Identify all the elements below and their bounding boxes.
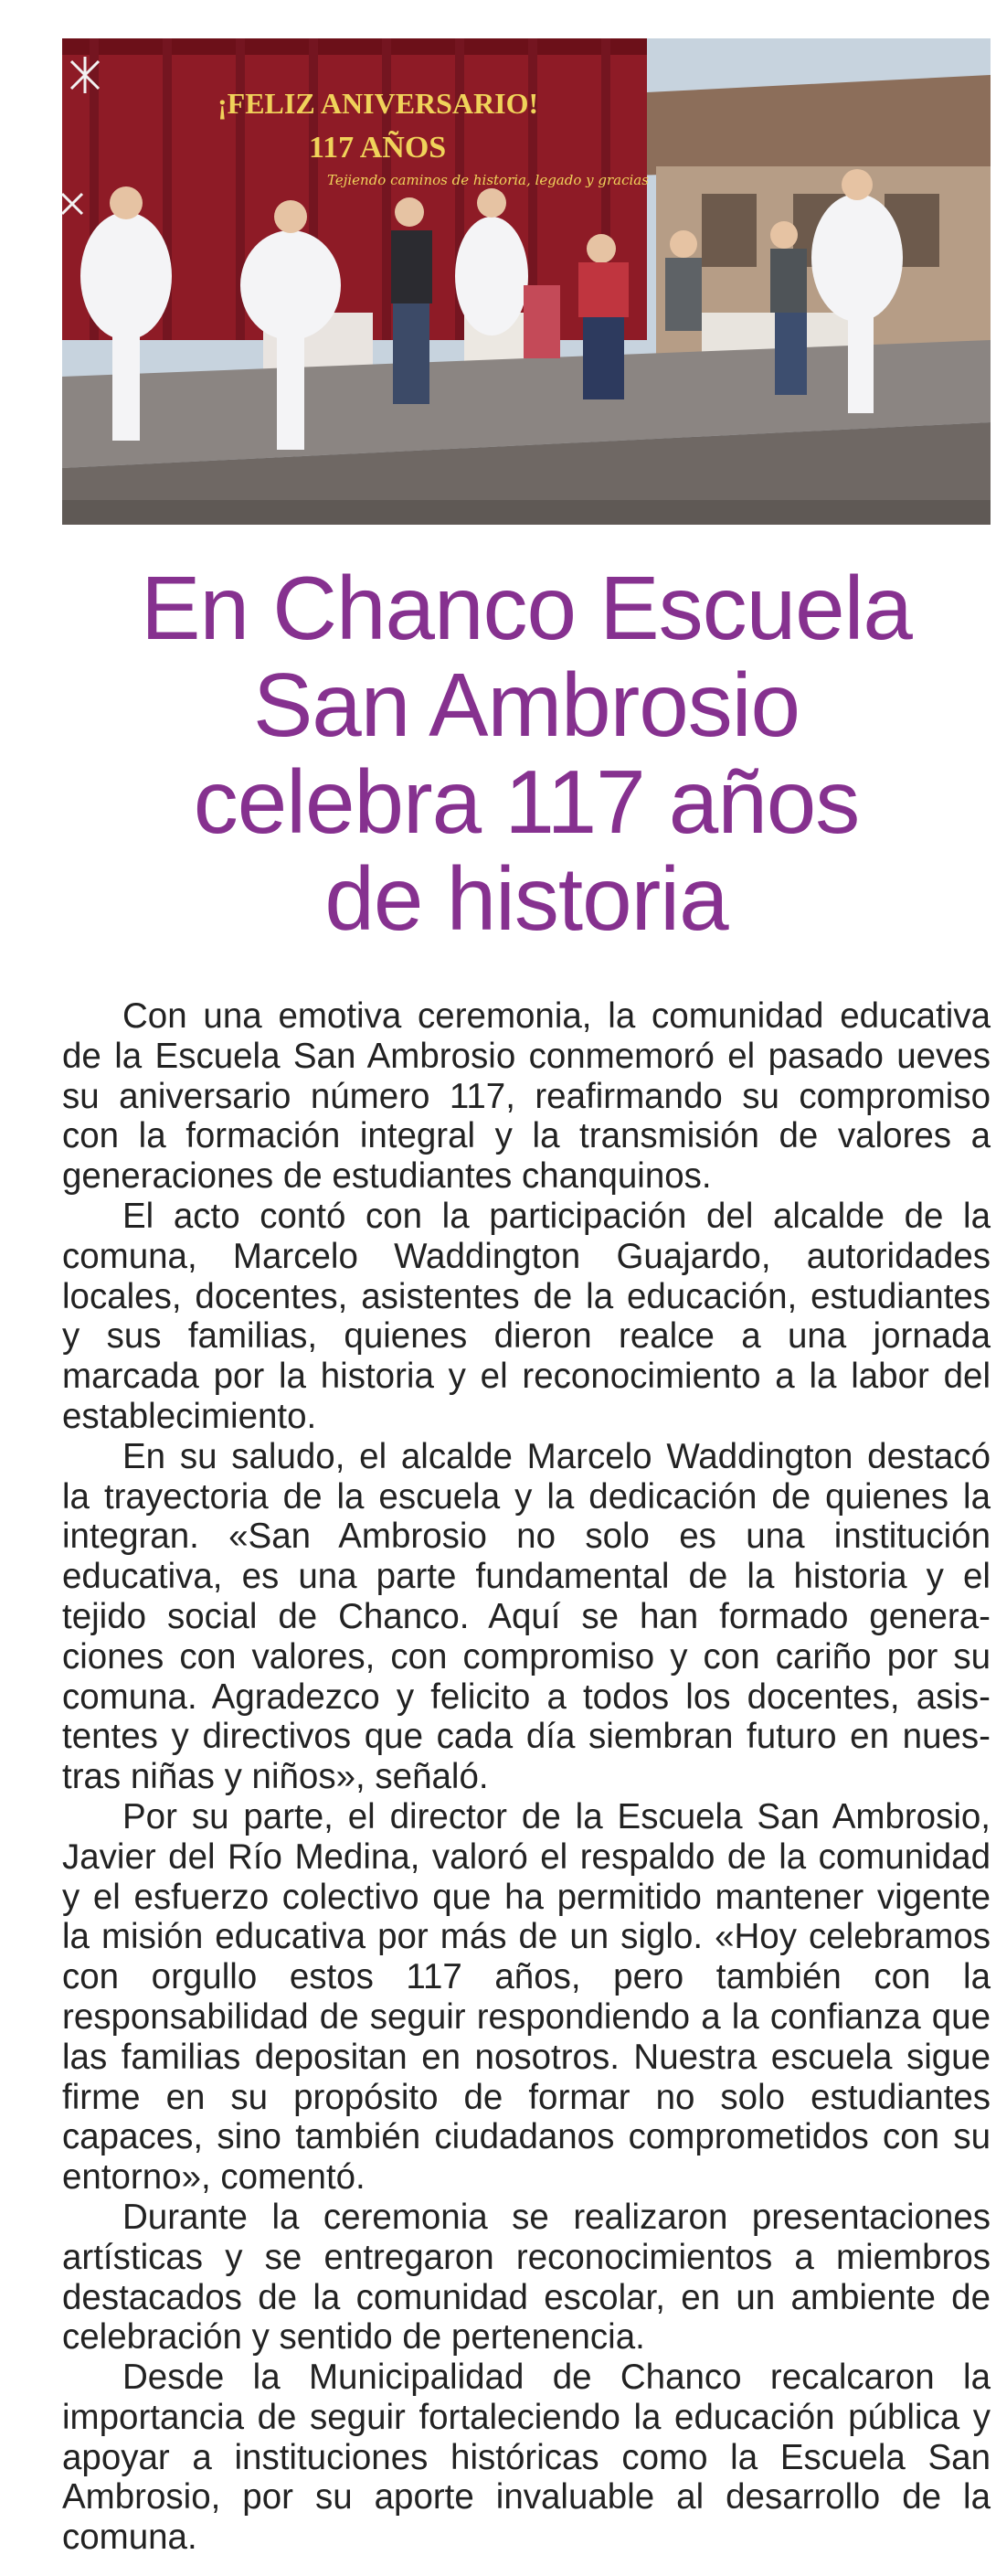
banner-line2: 117 AÑOS: [309, 131, 447, 165]
paragraph: Por su parte, el director de la Escuela San Ambrosio, Javier del Río Medina, valoró el respaldo de la comunidad y el esfuerzo colectivo que ha permitido mantener vigente la misión educativa por más de un siglo. «Hoy celebramos con orgullo estos 117 años, pero también con la responsabilidad de seguir respondiendo a la confianza que las familias depositan en nosotros. Nuestra escuela sigue firme en su propósito de formar no solo estudiantes capaces, sino también ciudadanos comprometidos con su entorno», comentó.: [62, 1796, 991, 2198]
banner-script: Tejiendo caminos de historia, legado y gracias: [327, 172, 649, 188]
paragraph: Durante la ceremonia se realizaron presentaciones artísticas y se entregaron reconocimientos a miembros destacados de la comunidad escolar, en un ambiente de celebración y sentido de pertenencia.: [62, 2197, 991, 2358]
headline-line: celebra 117 años: [193, 751, 860, 852]
banner-line1: ¡FELIZ ANIVERSARIO!: [217, 87, 539, 120]
paragraph: En su saludo, el alcalde Marcelo Waddington destacó la trayectoria de la escuela y la dedicación de quienes la integran. «San Ambrosio no solo es una institución educativa, es una parte fundamental de la historia y el tejido social de Chanco. Aquí se han formado generaciones con valores, con compromiso y con cariño por su comuna. Agradezco y felicito a todos los docentes, asistentes y directivos que cada día siembran futuro en nuestras niñas y niños», señaló.: [62, 1436, 991, 1797]
article-body: [62, 996, 991, 2558]
headline-line: de historia: [324, 848, 728, 949]
headline-line: San Ambrosio: [252, 655, 800, 755]
paragraph: Desde la Municipalidad de Chanco recalcaron la importancia de seguir fortaleciendo la educación pública y apoyar a instituciones históricas como la Escuela San Ambrosio, por su aporte invaluable al desarrollo de la comuna.: [62, 2358, 991, 2558]
headline-line: En Chanco Escuela: [141, 558, 912, 658]
paragraph: Con una emotiva ceremonia, la comunidad educativa de la Escuela San Ambrosio conmemoró el pasado ueves su aniversario número 117, reafirmando su compromiso con la formación integral y la transmisión de valores a generaciones de estudiantes chanquinos.: [62, 996, 991, 1197]
article-photo: [62, 38, 991, 525]
paragraph: El acto contó con la participación del alcalde de la comuna, Marcelo Waddington Guajardo, autoridades locales, docentes, asistentes de la educación, estudiantes y sus familias, quienes dieron realce a una jornada marcada por la historia y el reconocimiento a la labor del establecimiento.: [62, 1196, 991, 1436]
school-celebration-photo: [62, 38, 991, 525]
headline: [62, 559, 991, 947]
